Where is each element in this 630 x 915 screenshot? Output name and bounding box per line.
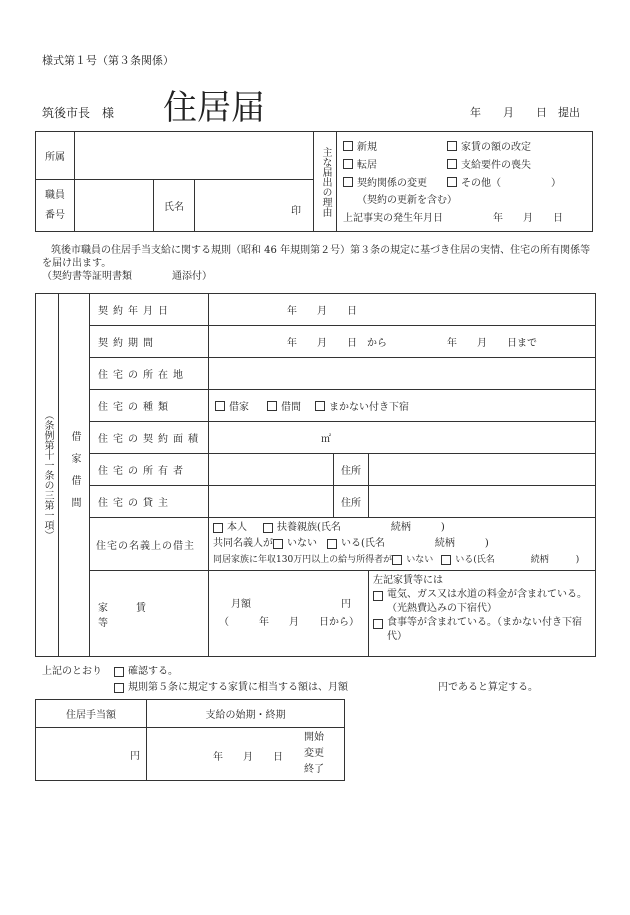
owner-name-field[interactable] [209,454,334,486]
owner-address-field[interactable] [369,454,596,486]
type-house[interactable]: 借家 [229,402,249,413]
period-field[interactable] [147,728,345,781]
contract-date-field[interactable]: 年 月 日 [209,294,596,326]
location-field[interactable] [209,358,596,390]
name-label: 氏名 [154,180,195,232]
earner-exists[interactable]: いる(氏名 続柄 ) [455,555,580,565]
occurrence-date: 上記事実の発生年月日 年 月 日 [343,213,563,224]
intro-text: 筑後市職員の住居手当支給に関する規則（昭和 46 年規則第２号）第３条の規定に基づき住居の実情、住宅の所有関係等 を届け出ます。 （契約書等証明書類 通添付） [42,245,591,282]
housing-type-options [209,390,596,422]
period-start[interactable]: 開始 [304,732,324,743]
reason-box [337,132,593,232]
staff-number-field[interactable] [75,180,154,232]
period-date: 年 月 日 [213,752,283,763]
form-number: 様式第１号（第３条関係） [42,54,174,67]
owner-label: 住宅の所有者 [90,454,209,486]
checkbox-icon[interactable] [273,539,283,549]
confirm-option[interactable]: 確認する。 [128,666,178,677]
reason-loss[interactable]: 支給要件の喪失 [447,156,587,171]
reason-new[interactable]: 新規 [343,138,447,153]
checkbox-icon[interactable] [447,177,457,187]
checkbox-icon[interactable] [267,401,277,411]
housing-table [35,293,596,657]
lender-address-field[interactable] [369,486,596,518]
checkbox-icon[interactable] [441,555,451,565]
area-field[interactable] [209,422,596,454]
name-field[interactable] [195,180,314,232]
affiliation-label: 所属 [36,132,75,180]
checkbox-icon[interactable] [114,683,124,693]
checkbox-icon[interactable] [263,523,273,533]
calculate-option[interactable]: 規則第５条に規定する家賃に相当する額は、月額 円であると算定する。 [128,682,538,693]
reason-label: 主な届出の理由 [320,146,331,217]
period-end[interactable]: 終了 [304,764,324,775]
location-label: 住宅の所在地 [90,358,209,390]
period-label: 支給の始期・終期 [147,700,345,728]
allowance-label: 住居手当額 [36,700,147,728]
type-boarding[interactable]: まかない付き下宿 [329,402,409,413]
rent-field[interactable]: 月額 円 （ 年 月 日から） [209,571,369,657]
confirmation: 上記のとおり 確認する。 規則第５条に規定する家賃に相当する額は、月額 円であると算定する。 [42,664,538,696]
checkbox-icon[interactable] [447,141,457,151]
affiliation-field[interactable] [75,132,314,180]
checkbox-icon[interactable] [327,539,337,549]
checkbox-icon[interactable] [343,159,353,169]
owner-address-label: 住所 [334,454,369,486]
joint-exists[interactable]: いる(氏名 続柄 ) [341,538,489,549]
allowance-table [35,699,345,781]
submission-date: 年 月 日 提出 [470,106,580,119]
contract-period-label: 契約期間 [90,326,209,358]
contract-date-label: 契約年月日 [90,294,209,326]
checkbox-icon[interactable] [315,401,325,411]
checkbox-icon[interactable] [215,401,225,411]
housing-type-label: 住宅の種類 [90,390,209,422]
contract-period-field[interactable]: 年 月 日 から 年 月 日まで [209,326,596,358]
rental-type-label: 借家借間 [69,431,80,519]
joint-none[interactable]: いない [287,538,317,549]
lender-label: 住宅の貸主 [90,486,209,518]
page-title: 住居届 [163,88,265,128]
earner-none[interactable]: いない [406,555,434,565]
lender-name-field[interactable] [209,486,334,518]
article-note: （条例第十一条の三第一項） [42,410,53,540]
area-unit: ㎡ [321,434,331,445]
nominal-self[interactable]: 本人 [227,522,247,533]
reason-contract-change[interactable]: 契約関係の変更 [343,174,447,189]
rent-note-utilities[interactable]: 電気、ガス又は水道の料金が含まれている。（光熱費込みの下宿代） [387,589,587,614]
checkbox-icon[interactable] [373,591,383,601]
nominal-box: 本人 扶養親族(氏名 続柄 ) 共同名義人が いない いる(氏名 続柄 ) 同居家族に年収130万円以上の給与所得者が いない いる(氏名 続柄 ) [209,518,596,571]
checkbox-icon[interactable] [213,523,223,533]
reason-other[interactable]: その他（ ） [447,174,587,189]
checkbox-icon[interactable] [343,141,353,151]
reason-note: （契約の更新を含む） [357,195,457,206]
nominal-dependent[interactable]: 扶養親族(氏名 続柄 ) [277,522,445,533]
checkbox-icon[interactable] [343,177,353,187]
area-label: 住宅の契約面積 [90,422,209,454]
lender-address-label: 住所 [334,486,369,518]
rent-note-box: 左記家賃等には 電気、ガス又は水道の料金が含まれている。（光熱費込みの下宿代） 食事等が含まれている。（まかない付き下宿代） [369,571,596,657]
checkbox-icon[interactable] [114,667,124,677]
checkbox-icon[interactable] [373,619,383,629]
staff-number-label: 職員 番号 [36,180,75,232]
type-room[interactable]: 借間 [281,402,301,413]
period-change[interactable]: 変更 [304,748,324,759]
rent-note-meals[interactable]: 食事等が含まれている。（まかない付き下宿代） [387,617,582,642]
applicant-table [35,131,593,232]
allowance-amount-field[interactable]: 円 [36,728,147,781]
nominal-label: 住宅の名義上の借主 [90,518,209,571]
reason-rent-revision[interactable]: 家賃の額の改定 [447,138,587,153]
seal-mark: 印 [291,206,301,217]
addressee: 筑後市長 様 [42,106,115,120]
checkbox-icon[interactable] [447,159,457,169]
rent-label: 家賃等 [90,571,209,657]
reason-move[interactable]: 転居 [343,156,447,171]
checkbox-icon[interactable] [392,555,402,565]
